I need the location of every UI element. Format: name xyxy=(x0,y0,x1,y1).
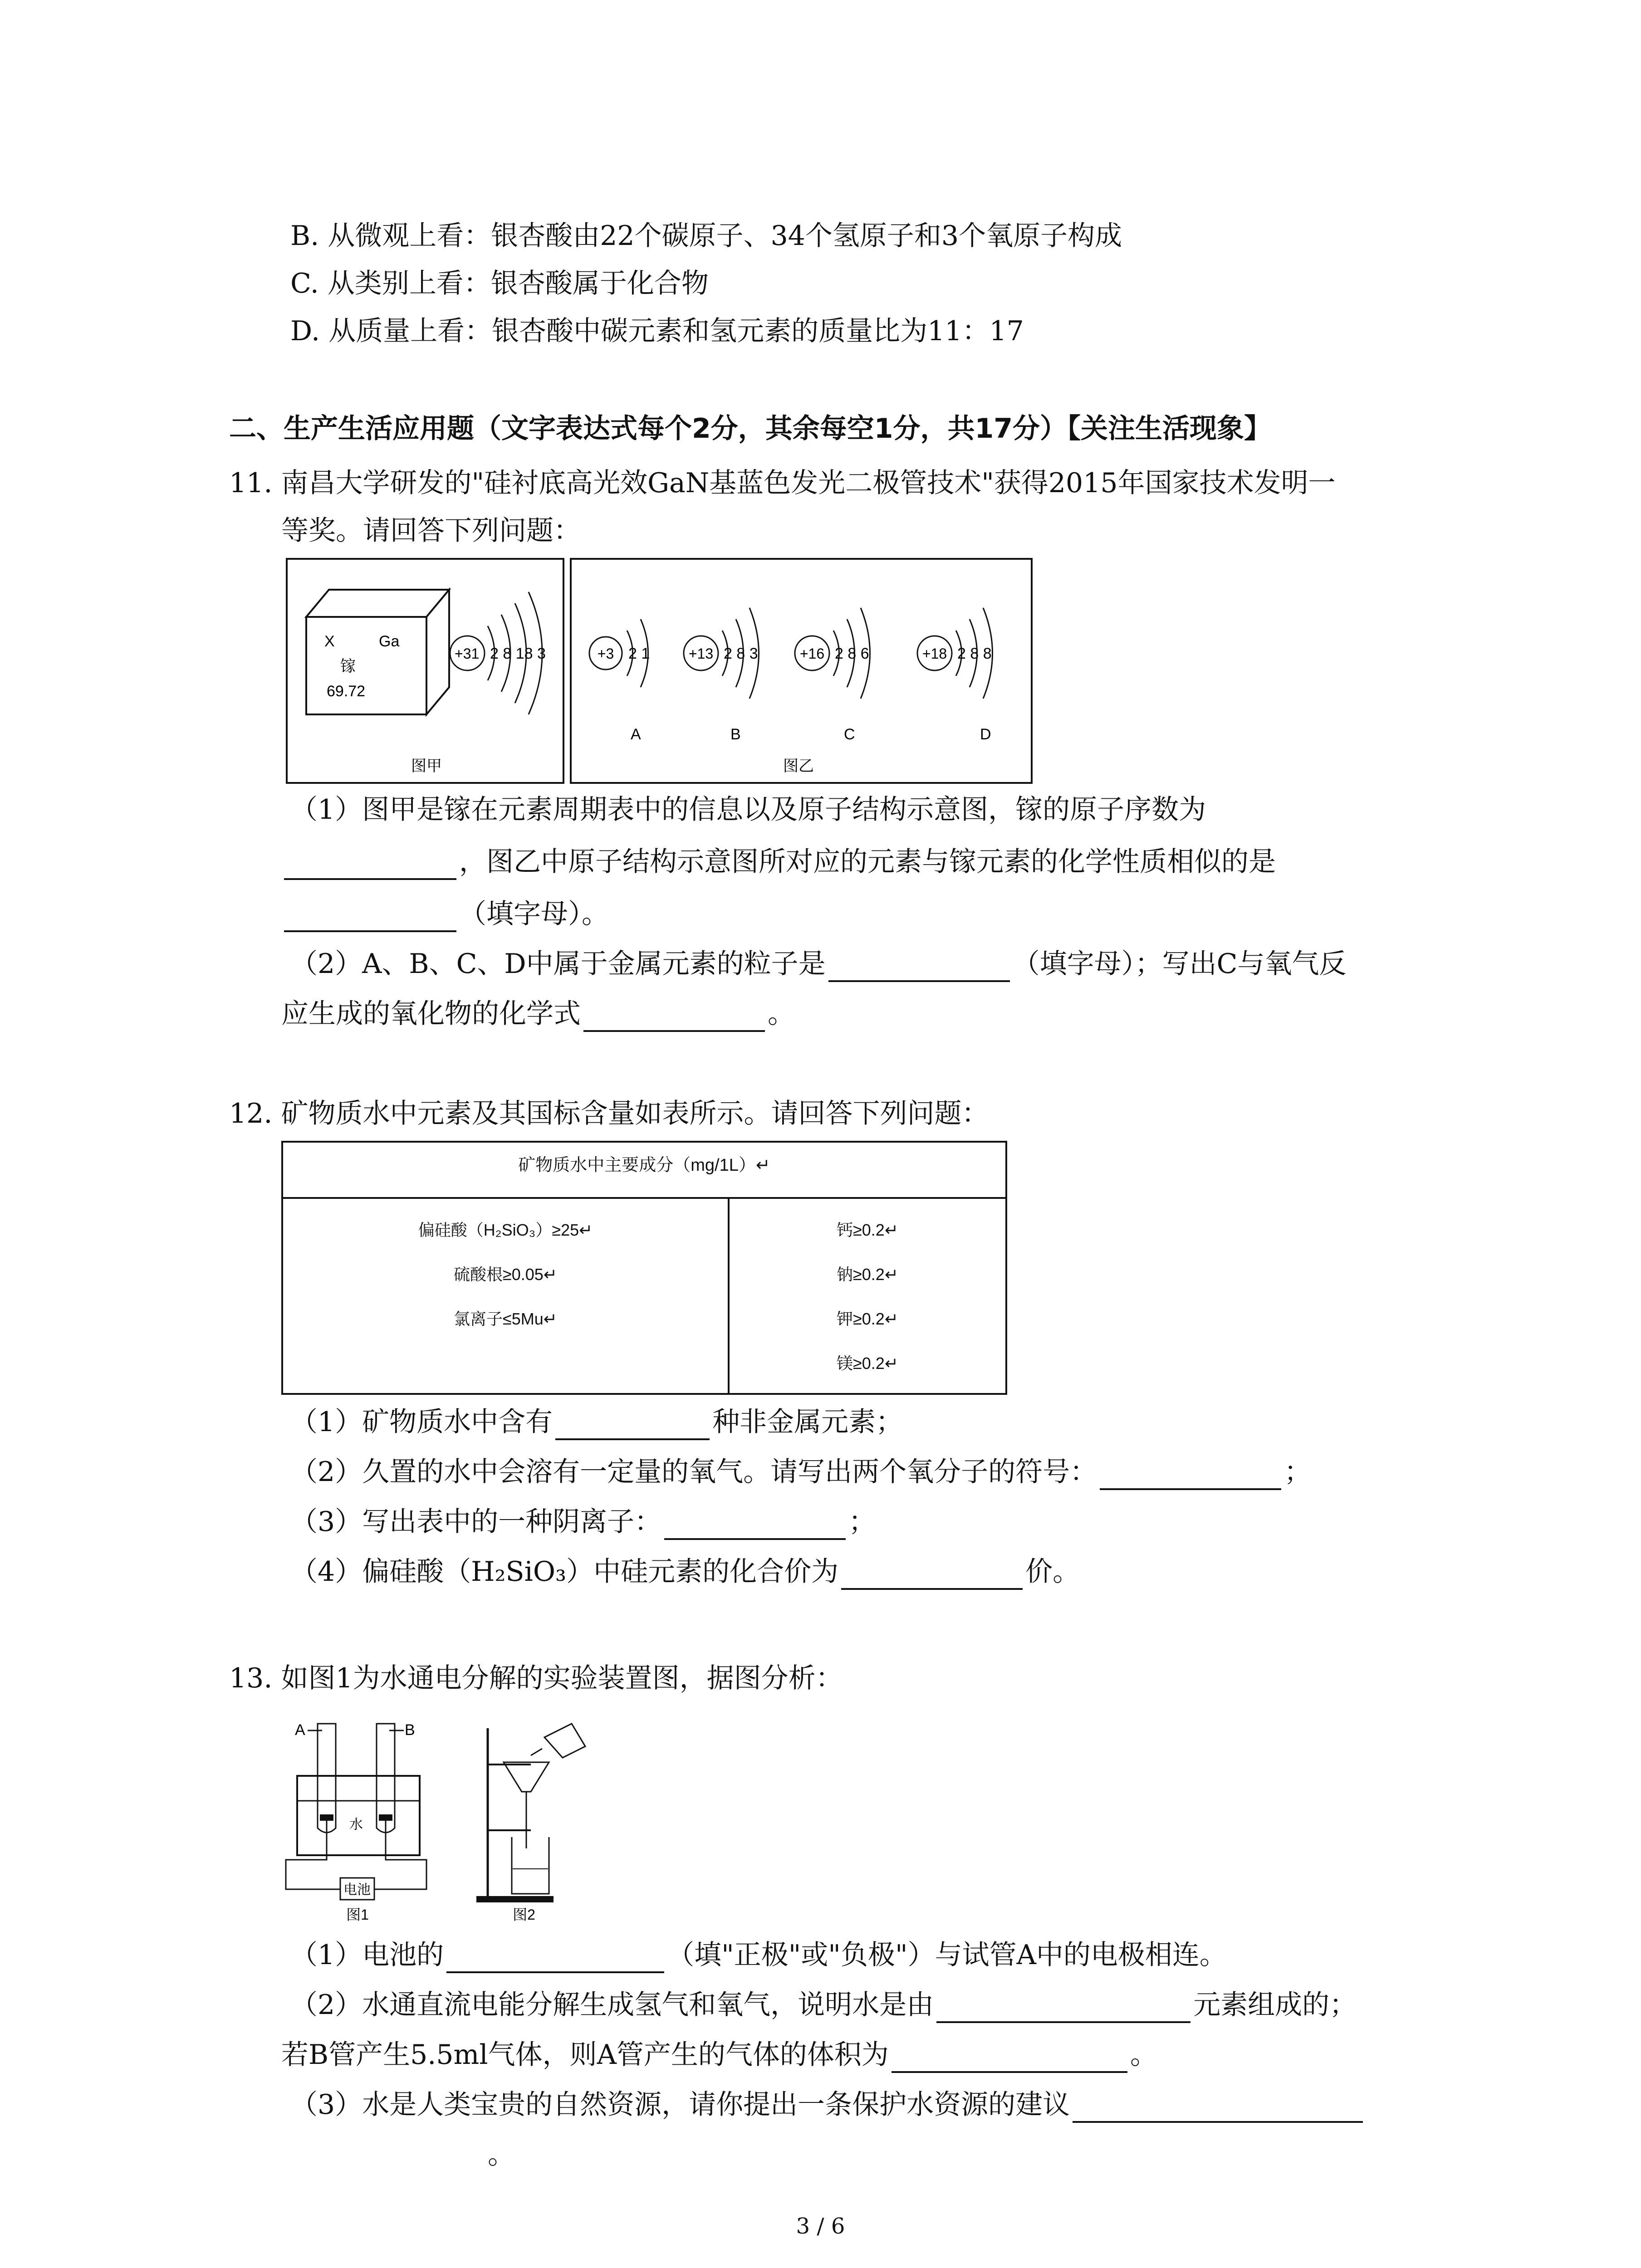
q12-p2-text-b: ； xyxy=(1284,1456,1312,1488)
atom-a-label: A xyxy=(631,726,641,743)
answer-blank-q13-4[interactable] xyxy=(1073,2095,1363,2123)
q11-part1-line2 xyxy=(281,844,1276,880)
answer-blank-q11-2[interactable] xyxy=(284,904,456,932)
tile-mass: 69.72 xyxy=(327,683,366,700)
q11-part2-text-c: 应生成的氧化物的化学式 xyxy=(281,998,581,1030)
atom-b-label: B xyxy=(730,726,741,743)
q13-part2b xyxy=(281,2037,1157,2073)
table-cell: 硫酸根≥0.05↵ xyxy=(454,1265,557,1284)
q11-figure xyxy=(286,558,1034,785)
table-cell: 钙≥0.2↵ xyxy=(837,1221,898,1239)
q13-p1-text-b: （填"正极"或"负极"）与试管A中的电极相连。 xyxy=(667,1939,1227,1971)
atom-d xyxy=(917,608,993,743)
electrolysis-figure xyxy=(277,1710,631,1928)
tube-b-label: B xyxy=(405,1721,415,1739)
q12-p4-text-b: 价。 xyxy=(1025,1556,1080,1588)
q13-p2b-text-a: 若B管产生5.5ml气体，则A管产生的气体的体积为 xyxy=(281,2039,889,2071)
q11-part1-line1: （1）图甲是镓在元素周期表中的信息以及原子结构示意图，镓的原子序数为 xyxy=(290,794,1206,826)
answer-blank-q12-3[interactable] xyxy=(664,1512,846,1540)
answer-blank-q13-3[interactable] xyxy=(892,2045,1127,2073)
q12-stem: 12. 矿物质水中元素及其国标含量如表所示。请回答下列问题： xyxy=(229,1098,989,1129)
q12-part3 xyxy=(290,1504,876,1540)
section-heading: 二、生产生活应用题（文字表达式每个2分，其余每空1分，共17分）【关注生活现象】 xyxy=(229,413,1271,445)
tile-symbol-x: X xyxy=(324,633,335,650)
q12-part4 xyxy=(290,1554,1080,1590)
option-c: C. 从类别上看：银杏酸属于化合物 xyxy=(290,268,709,299)
water-label: 水 xyxy=(349,1817,363,1832)
caption-fig2: 图2 xyxy=(513,1906,535,1923)
q13-part3-end: 。 xyxy=(488,2139,515,2170)
caption-yi: 图乙 xyxy=(783,758,814,775)
atom-b-shells: 2 8 3 xyxy=(724,645,758,662)
q12-p3-text-b: ； xyxy=(848,1506,876,1538)
option-d: D. 从质量上看：银杏酸中碳元素和氢元素的质量比为11：17 xyxy=(290,315,1024,347)
q11-part2-line1 xyxy=(290,946,1347,982)
q11-part1-line3 xyxy=(281,896,609,932)
element-tile xyxy=(306,590,449,714)
atom-a-shells: 2 1 xyxy=(628,645,650,662)
table-cell: 钠≥0.2↵ xyxy=(837,1265,898,1284)
table-right-column xyxy=(730,1199,1005,1395)
answer-blank-q11-4[interactable] xyxy=(583,1004,765,1032)
answer-blank-q11-3[interactable] xyxy=(828,954,1010,982)
mineral-water-table xyxy=(281,1141,1007,1395)
caption-jia: 图甲 xyxy=(411,758,442,775)
atom-c-nucleus: +16 xyxy=(799,645,825,662)
q13-p2-text-a: （2）水通直流电能分解生成氢气和氧气，说明水是由 xyxy=(290,1989,934,2021)
atom-d-nucleus: +18 xyxy=(922,645,947,662)
table-cell: 氯离子≤5Mu↵ xyxy=(454,1310,557,1328)
q13-p3-text-a: （3）水是人类宝贵的自然资源，请你提出一条保护水资源的建议 xyxy=(290,2089,1070,2121)
atom-c xyxy=(795,608,870,743)
atom-d-shells: 2 8 8 xyxy=(957,645,992,662)
option-b: B. 从微观上看：银杏酸由22个碳原子、34个氢原子和3个氧原子构成 xyxy=(290,220,1122,252)
q11-stem-line2: 等奖。请回答下列问题： xyxy=(281,515,581,547)
q12-p4-text-a: （4）偏硅酸（H₂SiO₃）中硅元素的化合价为 xyxy=(290,1556,839,1588)
q11-part2-line2 xyxy=(281,996,795,1032)
atom-c-label: C xyxy=(844,726,855,743)
battery-label: 电池 xyxy=(343,1882,371,1897)
tile-name: 镓 xyxy=(340,658,356,675)
q12-part2 xyxy=(290,1454,1311,1490)
q12-part1 xyxy=(290,1404,903,1440)
q12-p2-text-a: （2）久置的水中会溶有一定量的氧气。请写出两个氧分子的符号： xyxy=(290,1456,1097,1488)
q13-p2-text-b: 元素组成的； xyxy=(1193,1989,1357,2021)
atom-a xyxy=(589,619,650,743)
ga-shells: 2 8 18 3 xyxy=(490,645,546,662)
atom-a-nucleus: +3 xyxy=(597,645,614,662)
tile-symbol-ga: Ga xyxy=(379,633,400,650)
table-cell: 钾≥0.2↵ xyxy=(837,1310,898,1328)
atom-b xyxy=(684,608,759,743)
table-cell: 偏硅酸（H₂SiO₃）≥25↵ xyxy=(418,1221,593,1239)
atom-c-shells: 2 8 6 xyxy=(835,645,869,662)
atom-d-label: D xyxy=(980,726,991,743)
q12-p1-text-b: 种非金属元素； xyxy=(712,1406,903,1438)
answer-blank-q11-1[interactable] xyxy=(284,852,456,880)
answer-blank-q12-4[interactable] xyxy=(841,1562,1023,1590)
q13-stem: 13. 如图1为水通电分解的实验装置图，据图分析： xyxy=(229,1662,843,1694)
tube-a-label: A xyxy=(295,1721,305,1739)
q13-p1-text-a: （1）电池的 xyxy=(290,1939,444,1971)
q11-part2-text-a: （2）A、B、C、D中属于金属元素的粒子是 xyxy=(290,948,826,980)
q11-stem-line1: 11. 南昌大学研发的"硅衬底高光效GaN基蓝色发光二极管技术"获得2015年国家技术发明一 xyxy=(229,467,1336,499)
q13-part1 xyxy=(290,1937,1227,1973)
q12-p1-text-a: （1）矿物质水中含有 xyxy=(290,1406,553,1438)
q11-part1-line3-text: （填字母）。 xyxy=(459,898,609,930)
q11-part2-text-b: （填字母）；写出C与氧气反 xyxy=(1012,948,1347,980)
page-number: 3 / 6 xyxy=(796,2214,845,2239)
table-left-column xyxy=(283,1199,730,1395)
ga-atom-diagram xyxy=(450,592,546,714)
table-header: 矿物质水中主要成分（mg/1L）↵ xyxy=(283,1143,1005,1199)
table-cell: 镁≥0.2↵ xyxy=(837,1354,898,1373)
q13-p2b-text-b: 。 xyxy=(1130,2039,1157,2071)
q13-part2 xyxy=(290,1987,1357,2023)
q12-p3-text-a: （3）写出表中的一种阴离子： xyxy=(290,1506,662,1538)
answer-blank-q13-2[interactable] xyxy=(936,1995,1190,2023)
answer-blank-q12-2[interactable] xyxy=(1100,1462,1281,1490)
atom-b-nucleus: +13 xyxy=(688,645,714,662)
answer-blank-q13-1[interactable] xyxy=(446,1945,664,1973)
q13-part3 xyxy=(290,2087,1366,2123)
answer-blank-q12-1[interactable] xyxy=(555,1412,710,1440)
q11-part1-line2-text: ，图乙中原子结构示意图所对应的元素与镓元素的化学性质相似的是 xyxy=(459,846,1276,878)
q11-part2-text-d: 。 xyxy=(768,998,795,1030)
caption-fig1: 图1 xyxy=(346,1906,369,1923)
ga-nucleus: +31 xyxy=(455,645,480,662)
